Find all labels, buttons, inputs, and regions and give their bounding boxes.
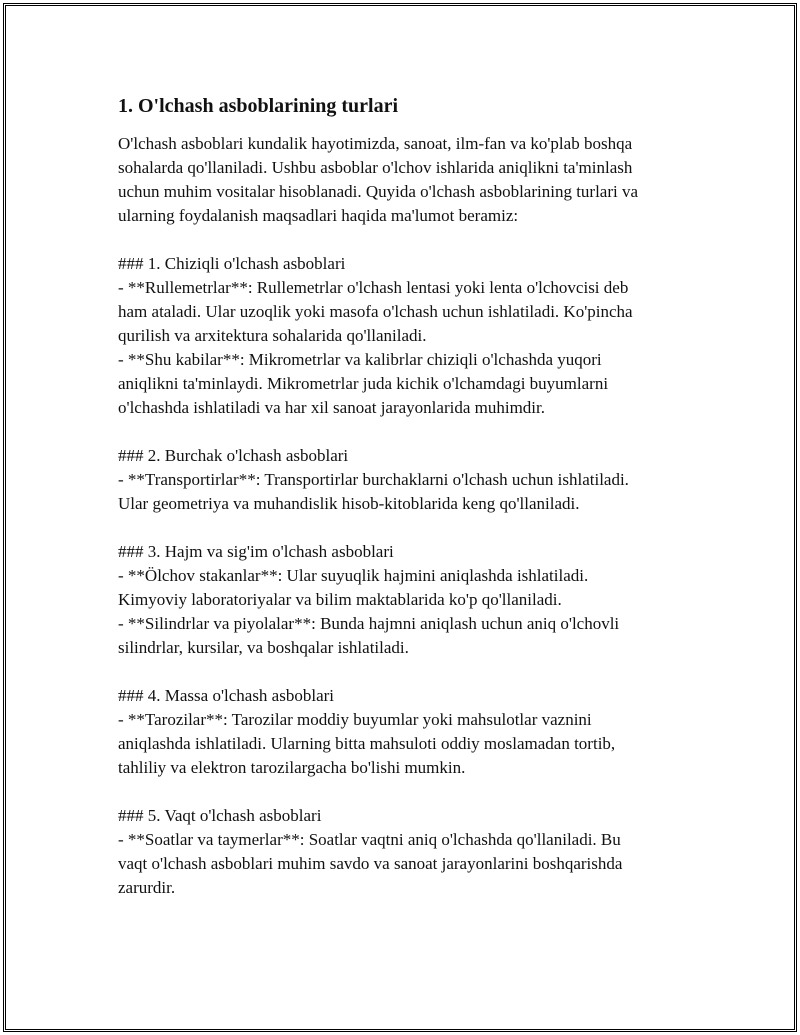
section-heading: ### 3. Hajm va sig'im o'lchash asboblari — [118, 542, 394, 561]
section-body: - **Ölchov stakanlar**: Ular suyuqlik hajmini aniqlashda ishlatiladi. Kimyoviy laboratoriyalar va bilim maktablarida ko'p qo'llaniladi. - **Silindrlar va piyolalar**: Bunda hajmni aniqlash uchun aniq o'lchovli silindrlar, kursilar, va boshqalar ishlatiladi. — [118, 566, 620, 657]
intro-paragraph: O'lchash asboblari kundalik hayotimizda, sanoat, ilm-fan va ko'plab boshqa sohalarda qo'llaniladi. Ushbu asboblar o'lchov ishlarida aniqlikni ta'minlash uchun muhim vositalar hisoblanadi. Quyida o'lchash asboblarining turlari va ularning foydalanish maqsadlari haqida ma'lumot beramiz: — [118, 134, 639, 225]
section-body: - **Soatlar va taymerlar**: Soatlar vaqtni aniq o'lchashda qo'llaniladi. Bu vaqt o'lchash asboblari muhim savdo va sanoat jarayonlarini boshqarishda zarurdir. — [118, 830, 623, 897]
section-body: - **Transportirlar**: Transportirlar burchaklarni o'lchash uchun ishlatiladi. Ular geometriya va muhandislik hisob-kitoblarida keng qo'llaniladi. — [118, 470, 629, 513]
section-mass-instruments — [118, 684, 708, 780]
document-body — [118, 92, 708, 900]
spacer — [118, 420, 708, 444]
section-heading: ### 4. Massa o'lchash asboblari — [118, 686, 334, 705]
spacer — [118, 660, 708, 684]
section-body: - **Rullemetrlar**: Rullemetrlar o'lchash lentasi yoki lenta o'lchovcisi deb ham ataladi. Ular uzoqlik yoki masofa o'lchash uchun ishlatiladi. Ko'pincha qurilish va arxitektura sohalarida qo'llaniladi. - **Shu kabilar**: Mikrometrlar va kalibrlar chiziqli o'lchashda yuqori aniqlikni ta'minlaydi. Mikrometrlar juda kichik o'lchamdagi buyumlarni o'lchashda ishlatiladi va har xil sanoat jarayonlarida muhimdir. — [118, 278, 633, 417]
section-angle-instruments — [118, 444, 708, 516]
section-body: - **Tarozilar**: Tarozilar moddiy buyumlar yoki mahsulotlar vaznini aniqlashda ishlatiladi. Ularning bitta mahsuloti oddiy moslamadan tortib, tahliliy va elektron tarozilargacha bo'lishi mumkin. — [118, 710, 616, 777]
spacer — [118, 228, 708, 252]
section-linear-instruments — [118, 252, 708, 420]
section-volume-instruments — [118, 540, 708, 660]
spacer — [118, 516, 708, 540]
section-time-instruments — [118, 804, 708, 900]
document-title: 1. O'lchash asboblarining turlari — [118, 95, 399, 117]
section-heading: ### 2. Burchak o'lchash asboblari — [118, 446, 349, 465]
section-heading: ### 1. Chiziqli o'lchash asboblari — [118, 254, 346, 273]
section-heading: ### 5. Vaqt o'lchash asboblari — [118, 806, 322, 825]
spacer — [118, 780, 708, 804]
